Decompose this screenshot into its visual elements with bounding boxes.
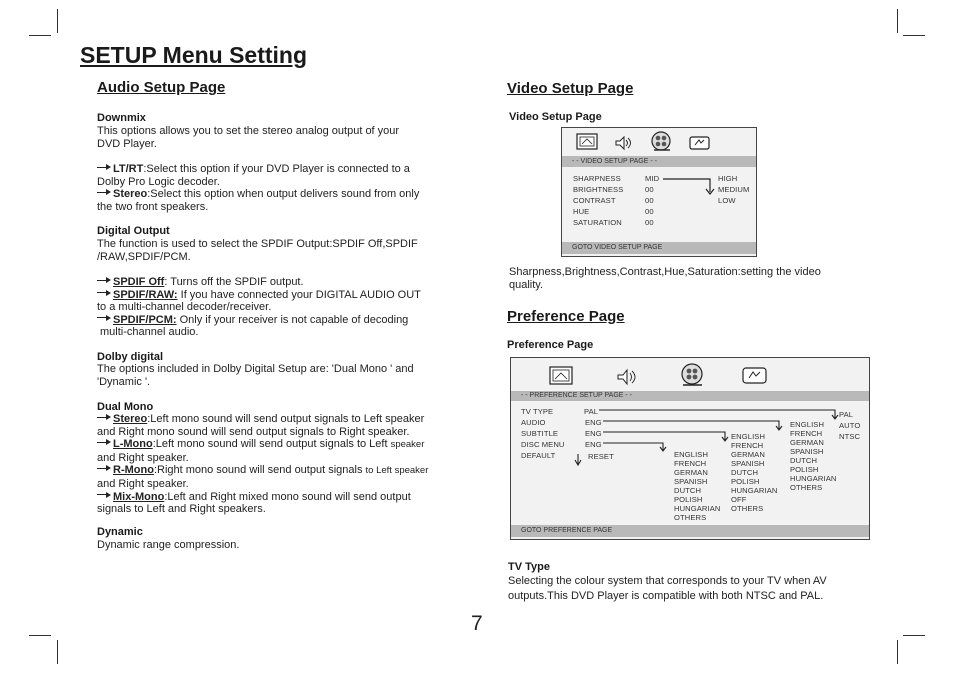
stereo-text-line: the two front speakers. xyxy=(97,200,209,213)
subtitle-lang-option: OFF xyxy=(731,495,747,504)
downmix-intro-line: DVD Player. xyxy=(97,137,157,150)
preference-setup-footer: GOTO PREFERENCE PAGE xyxy=(511,525,869,537)
subtitle-lang-option: SPANISH xyxy=(731,459,765,468)
osd-row-label: SHARPNESS xyxy=(573,174,621,183)
spdif-options xyxy=(97,276,421,339)
crop-mark xyxy=(29,35,51,36)
osd-row-label: AUDIO xyxy=(521,418,546,427)
menu-lang-option: ENGLISH xyxy=(674,450,709,459)
osd-row-label: DISC MENU xyxy=(521,440,565,449)
osd-row-label: SATURATION xyxy=(573,218,622,227)
audio-lang-option: DUTCH xyxy=(790,456,818,465)
arrow-right-icon xyxy=(97,491,111,499)
crop-mark xyxy=(897,640,898,664)
dm-stereo-text-line: and Right mono sound will send output signals to Right speaker. xyxy=(97,425,410,438)
menu-lang-option: POLISH xyxy=(674,495,703,504)
arrow-right-icon xyxy=(97,413,111,421)
video-heading: Video Setup Page xyxy=(507,80,634,97)
mix-mono-label: Mix-Mono xyxy=(113,490,165,503)
audio-lang-option: HUNGARIAN xyxy=(790,474,837,483)
subtitle-lang-option: POLISH xyxy=(731,477,760,486)
audio-lang-option: FRENCH xyxy=(790,429,823,438)
arrow-right-icon xyxy=(97,163,111,171)
downmix-intro-line: This options allows you to set the stereo analog output of your xyxy=(97,125,400,137)
spdif-off-text: : Turns off the SPDIF output. xyxy=(164,276,304,288)
dolby-text xyxy=(97,363,414,388)
audio-lang-option: GERMAN xyxy=(790,438,824,447)
audio-lang-option: POLISH xyxy=(790,465,819,474)
tv-type-option: PAL xyxy=(839,410,854,419)
tv-type-heading: TV Type xyxy=(508,561,550,573)
tv-type-text xyxy=(508,574,827,604)
subtitle-lang-option: GERMAN xyxy=(731,450,765,459)
osd-row-value: RESET xyxy=(588,452,614,461)
osd-row-label: HUE xyxy=(573,207,590,216)
subtitle-lang-option: OTHERS xyxy=(731,504,764,513)
osd-row-value: 00 xyxy=(645,185,654,194)
ltrt-text-line: Dolby Pro Logic decoder. xyxy=(97,175,220,188)
downmix-heading: Downmix xyxy=(97,112,146,124)
preference-setup-screen xyxy=(510,357,870,540)
digital-intro-line: /RAW,SPDIF/PCM. xyxy=(97,250,191,263)
subtitle-lang-option: HUNGARIAN xyxy=(731,486,778,495)
preference-setup-icon xyxy=(689,135,711,151)
subtitle-lang-option: FRENCH xyxy=(731,441,764,450)
osd-row-value: 00 xyxy=(645,207,654,216)
preference-caption: Preference Page xyxy=(507,339,594,351)
arrow-right-icon xyxy=(97,314,111,322)
spdif-raw-text-line: to a multi-channel decoder/receiver. xyxy=(97,301,272,314)
l-mono-text-small: speaker xyxy=(390,439,425,451)
stereo-text: :Select this option when output delivers sound from only xyxy=(147,188,420,201)
crop-mark xyxy=(57,640,58,664)
spdif-pcm-text: Only if your receiver is not capable of decoding xyxy=(176,313,409,326)
dolby-text-line: The options included in Dolby Digital Setup are: 'Dual Mono ' and xyxy=(97,363,414,375)
osd-option: MEDIUM xyxy=(718,185,750,194)
video-caption: Video Setup Page xyxy=(509,111,602,123)
osd-row-value: 00 xyxy=(645,196,654,205)
spdif-off-label: SPDIF Off xyxy=(113,276,165,288)
video-setup-footer: GOTO VIDEO SETUP PAGE xyxy=(562,242,756,254)
general-setup-icon xyxy=(576,133,598,151)
page-number: 7 xyxy=(471,612,483,635)
menu-lang-option: SPANISH xyxy=(674,477,708,486)
ltrt-label: LT/RT xyxy=(113,163,144,175)
spdif-raw-text: If you have connected your DIGITAL AUDIO OUT xyxy=(177,288,421,301)
menu-lang-option: OTHERS xyxy=(674,513,707,522)
menu-lang-option: FRENCH xyxy=(674,459,707,468)
l-mono-text-line: and Right speaker. xyxy=(97,451,189,464)
osd-row-label: DEFAULT xyxy=(521,451,556,460)
osd-row-value: ENG xyxy=(585,418,602,427)
digital-output-intro xyxy=(97,238,418,263)
menu-lang-option: HUNGARIAN xyxy=(674,504,721,513)
video-setup-icon xyxy=(650,131,674,153)
arrow-right-icon xyxy=(97,276,111,284)
dolby-heading: Dolby digital xyxy=(97,351,163,363)
menu-lang-option: DUTCH xyxy=(674,486,702,495)
dynamic-text: Dynamic range compression. xyxy=(97,539,240,551)
mix-mono-text-line: signals to Left and Right speakers. xyxy=(97,503,266,516)
spdif-raw-label: SPDIF/RAW: xyxy=(113,288,178,301)
tv-type-option: NTSC xyxy=(839,432,861,441)
submenu-connector-icon xyxy=(662,176,718,196)
video-note-line: quality. xyxy=(509,278,544,291)
osd-row-label: CONTRAST xyxy=(573,196,616,205)
spdif-pcm-label: SPDIF/PCM: xyxy=(113,313,177,326)
osd-option: LOW xyxy=(718,196,736,205)
tv-type-text-line: Selecting the colour system that corresponds to your TV when AV xyxy=(508,575,827,587)
l-mono-text: :Left mono sound will send output signals to Left xyxy=(152,438,391,451)
arrow-right-icon xyxy=(97,438,111,446)
digital-intro-line: The function is used to select the SPDIF Output:SPDIF Off,SPDIF xyxy=(97,238,418,250)
spdif-pcm-text-line: multi-channel audio. xyxy=(100,326,199,339)
tv-type-option: AUTO xyxy=(839,421,861,430)
r-mono-text-small: to Left speaker xyxy=(365,465,429,477)
audio-lang-option: SPANISH xyxy=(790,447,824,456)
tv-type-text-line: outputs.This DVD Player is compatible with both NTSC and PAL. xyxy=(508,590,824,602)
dynamic-heading: Dynamic xyxy=(97,526,143,538)
subtitle-lang-option: ENGLISH xyxy=(731,432,766,441)
crop-mark xyxy=(897,9,898,33)
preference-setup-bar: - - PREFERENCE SETUP PAGE - - xyxy=(511,391,869,401)
osd-row-label: SUBTITLE xyxy=(521,429,559,438)
osd-row-label: TV TYPE xyxy=(521,407,554,416)
l-mono-label: L-Mono xyxy=(113,438,153,451)
dm-stereo-text: :Left mono sound will send output signals to Left speaker xyxy=(147,413,425,425)
audio-setup-icon xyxy=(613,135,635,151)
osd-row-value: MID xyxy=(645,174,660,183)
dolby-text-line: 'Dynamic '. xyxy=(97,375,151,388)
video-setup-screen xyxy=(561,127,757,257)
audio-lang-option: ENGLISH xyxy=(790,420,825,429)
audio-heading: Audio Setup Page xyxy=(97,79,226,96)
subtitle-lang-option: DUTCH xyxy=(731,468,759,477)
ltrt-text: :Select this option if your DVD Player is connected to a xyxy=(143,163,410,175)
video-note-line: Sharpness,Brightness,Contrast,Hue,Saturation:setting the video xyxy=(509,266,821,278)
digital-output-heading: Digital Output xyxy=(97,225,170,237)
arrow-right-icon xyxy=(97,289,111,297)
osd-row-value: ENG xyxy=(585,429,602,438)
osd-row-value: ENG xyxy=(585,440,602,449)
dm-stereo-label: Stereo xyxy=(113,413,148,425)
stereo-label: Stereo xyxy=(113,188,148,201)
r-mono-text-line: and Right speaker. xyxy=(97,477,189,490)
downmix-intro xyxy=(97,125,399,150)
arrow-right-icon xyxy=(97,188,111,196)
r-mono-text: :Right mono sound will send output signals xyxy=(153,464,366,477)
mix-mono-text: :Left and Right mixed mono sound will send output xyxy=(164,490,411,503)
osd-row-value: PAL xyxy=(584,407,599,416)
ltrt-option xyxy=(97,163,419,213)
osd-option: HIGH xyxy=(718,174,738,183)
r-mono-label: R-Mono xyxy=(113,464,154,477)
dual-mono-options xyxy=(97,413,428,516)
crop-mark xyxy=(903,635,925,636)
crop-mark xyxy=(57,9,58,33)
crop-mark xyxy=(903,35,925,36)
menu-lang-option: GERMAN xyxy=(674,468,708,477)
audio-lang-option: OTHERS xyxy=(790,483,823,492)
video-note xyxy=(509,266,821,291)
osd-row-label: BRIGHTNESS xyxy=(573,185,624,194)
dual-mono-heading: Dual Mono xyxy=(97,401,154,413)
crop-mark xyxy=(29,635,51,636)
page-title: SETUP Menu Setting xyxy=(80,42,308,68)
preference-heading: Preference Page xyxy=(507,308,625,325)
arrow-right-icon xyxy=(97,464,111,472)
video-setup-bar: - - VIDEO SETUP PAGE - - xyxy=(562,156,756,167)
osd-row-value: 00 xyxy=(645,218,654,227)
